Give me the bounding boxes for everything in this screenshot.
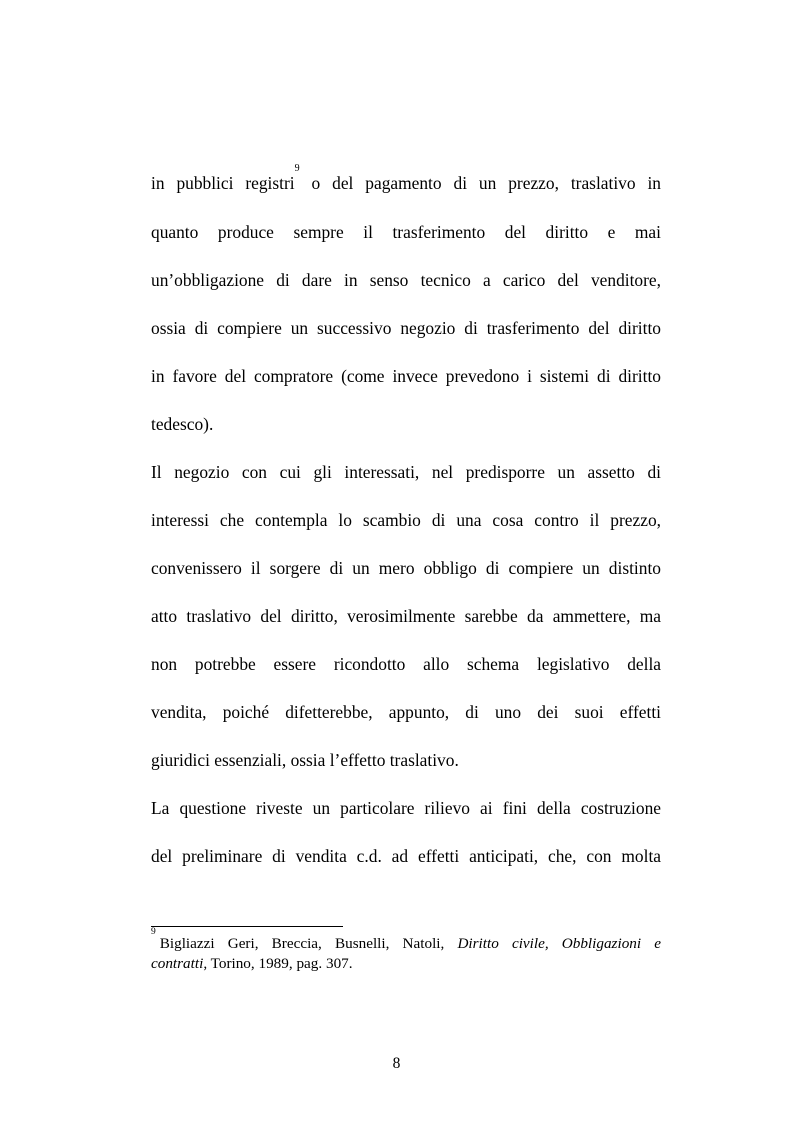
body-line-15: del preliminare di vendita c.d. ad effetti anticipati, che, con molta — [151, 846, 661, 866]
page-number: 8 — [392, 1055, 401, 1072]
footnote-title: Diritto civile, Obbligazioni e — [457, 935, 661, 952]
footnote-marker: 9 — [151, 927, 156, 937]
body-line-1-after: o del pagamento di un prezzo, traslativo in — [299, 173, 661, 193]
body-line-10: atto traslativo del diritto, verosimilmente sarebbe da ammettere, ma — [151, 606, 661, 626]
body-line-1 — [151, 163, 661, 193]
footnote-line-1 — [151, 927, 661, 953]
body-line-7: Il negozio con cui gli interessati, nel predisporre un assetto di — [151, 462, 661, 482]
footnote-title-cont: contratti — [151, 955, 204, 972]
body-line-3: un’obbligazione di dare in senso tecnico a carico del venditore, — [151, 270, 661, 290]
body-line-8: interessi che contempla lo scambio di una cosa contro il prezzo, — [151, 510, 661, 530]
footnote-separator — [151, 926, 343, 927]
footnote-line-2 — [151, 955, 661, 973]
body-line-6: tedesco). — [151, 414, 214, 434]
body-line-9: convenissero il sorgere di un mero obbligo di compiere un distinto — [151, 558, 661, 578]
body-line-4: ossia di compiere un successivo negozio di trasferimento del diritto — [151, 318, 661, 338]
body-line-14: La questione riveste un particolare rilievo ai fini della costruzione — [151, 798, 661, 818]
body-line-13: giuridici essenziali, ossia l’effetto traslativo. — [151, 750, 459, 770]
body-line-2: quanto produce sempre il trasferimento del diritto e mai — [151, 222, 661, 242]
footnote-reference[interactable]: 9 — [294, 163, 300, 174]
body-line-12: vendita, poiché difetterebbe, appunto, di uno dei suoi effetti — [151, 702, 661, 722]
footnote-publication: , Torino, 1989, pag. 307. — [203, 955, 353, 972]
body-line-11: non potrebbe essere ricondotto allo schema legislativo della — [151, 654, 661, 674]
body-line-5: in favore del compratore (come invece prevedono i sistemi di diritto — [151, 366, 661, 386]
footnote-authors: Bigliazzi Geri, Breccia, Busnelli, Natoli, — [159, 935, 458, 952]
body-line-1-before: in pubblici registri — [151, 173, 295, 193]
